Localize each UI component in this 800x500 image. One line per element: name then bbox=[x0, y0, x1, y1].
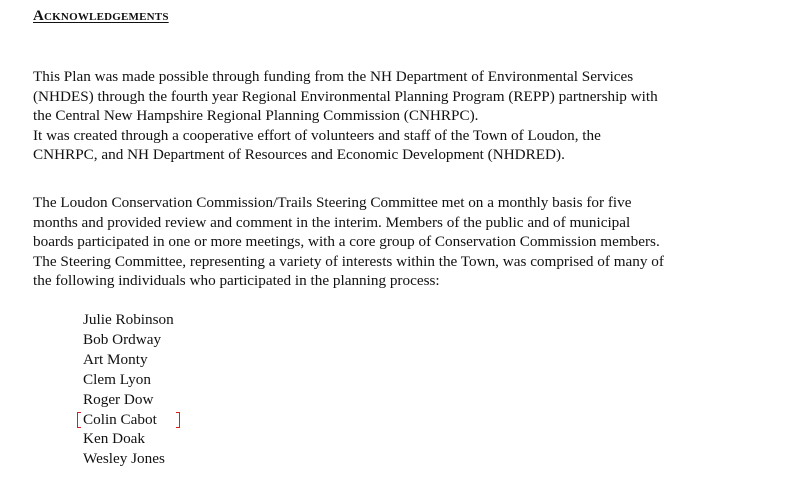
member-name: Roger Dow bbox=[83, 390, 154, 408]
member-name: Bob Ordway bbox=[83, 330, 162, 348]
member-name: Wesley Jones bbox=[83, 450, 165, 468]
funding-paragraph bbox=[33, 67, 800, 165]
paragraph-line: The Loudon Conservation Commission/Trails Steering Committee met on a monthly basis for five bbox=[33, 194, 632, 211]
paragraph-line: the following individuals who participated in the planning process: bbox=[33, 272, 440, 290]
member-name: Julie Robinson bbox=[83, 311, 174, 328]
member-name: Ken Doak bbox=[83, 430, 145, 448]
paragraph-line: (NHDES) through the fourth year Regional Environmental Planning Program (REPP) partnership with bbox=[33, 87, 658, 105]
member-name: Art Monty bbox=[83, 350, 148, 368]
section-heading: Acknowledgements bbox=[33, 8, 169, 24]
paragraph-line: months and provided review and comment in the interim. Members of the public and of municipal bbox=[33, 213, 631, 231]
member-name: Clem Lyon bbox=[83, 370, 151, 388]
committee-paragraph bbox=[33, 193, 800, 291]
paragraph-line: CNHRPC, and NH Department of Resources and Economic Development (NHDRED). bbox=[33, 146, 565, 164]
paragraph-line: It was created through a cooperative effort of volunteers and staff of the Town of Loudon, the bbox=[33, 126, 601, 144]
paragraph-line: This Plan was made possible through funding from the NH Department of Environmental Services bbox=[33, 68, 634, 85]
member-list bbox=[83, 310, 174, 469]
paragraph-line: the Central New Hampshire Regional Planning Commission (CNHRPC). bbox=[33, 107, 479, 125]
paragraph-line: The Steering Committee, representing a variety of interests within the Town, was comprised of many of bbox=[33, 252, 664, 270]
member-name-highlighted: Colin Cabot bbox=[83, 410, 174, 430]
paragraph-line: boards participated in one or more meetings, with a core group of Conservation Commission members. bbox=[33, 233, 660, 251]
